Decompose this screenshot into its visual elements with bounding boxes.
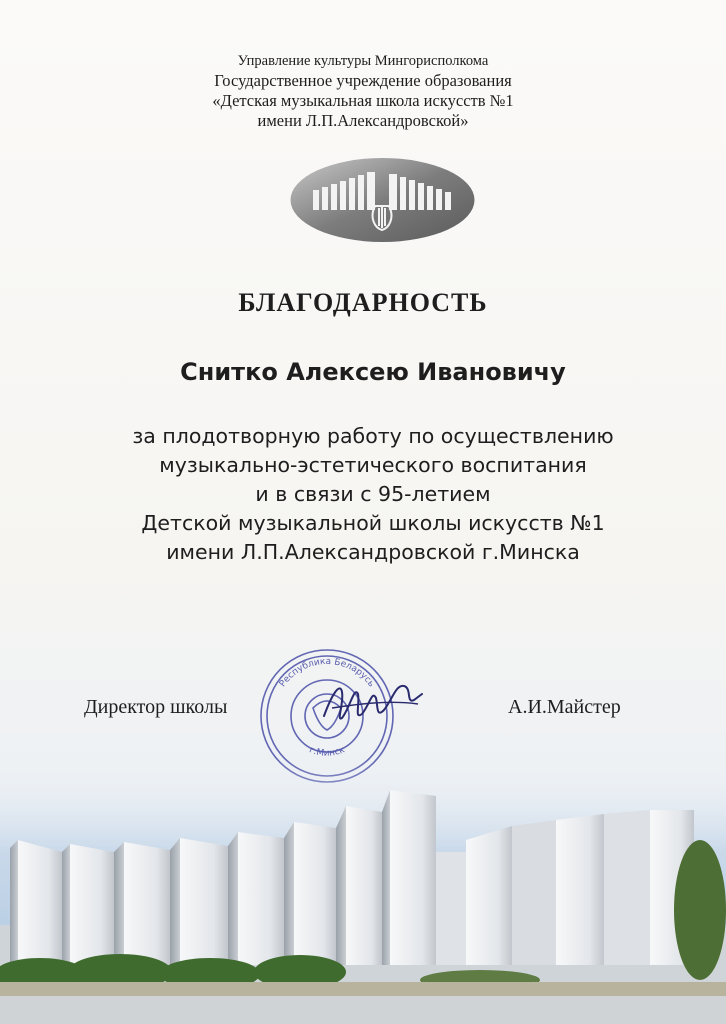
document-title: БЛАГОДАРНОСТЬ [238, 288, 488, 317]
school-building-photo [0, 760, 726, 1024]
citation-line: за плодотворную работу по осуществлению [132, 424, 614, 448]
stamp-top-text: Республика Беларусь [277, 656, 377, 690]
header-line-2: Государственное учреждение образования [214, 71, 512, 90]
citation-line: Детской музыкальной школы искусств №1 [141, 511, 605, 535]
header-line-1: Управление культуры Мингорисполкома [237, 53, 489, 69]
signatory-position: Директор школы [84, 696, 228, 718]
school-logo-icon [289, 156, 476, 244]
issuer-header [0, 52, 726, 131]
svg-text:г.Минск [308, 745, 347, 759]
citation-line: и в связи с 95-летием [255, 482, 491, 506]
citation-line: музыкально-эстетического воспитания [159, 453, 587, 477]
director-signature [318, 664, 428, 734]
citation-line: имени Л.П.Александровской г.Минска [166, 540, 580, 564]
recipient-name: Снитко Алексею Ивановичу [180, 358, 566, 386]
stamp-bottom-text: г.Минск [307, 745, 347, 759]
citation-text [0, 422, 726, 567]
header-line-3: «Детская музыкальная школа искусств №1 [212, 91, 514, 110]
header-line-4: имени Л.П.Александровской» [257, 111, 469, 130]
signatory-name: А.И.Майстер [508, 696, 621, 718]
